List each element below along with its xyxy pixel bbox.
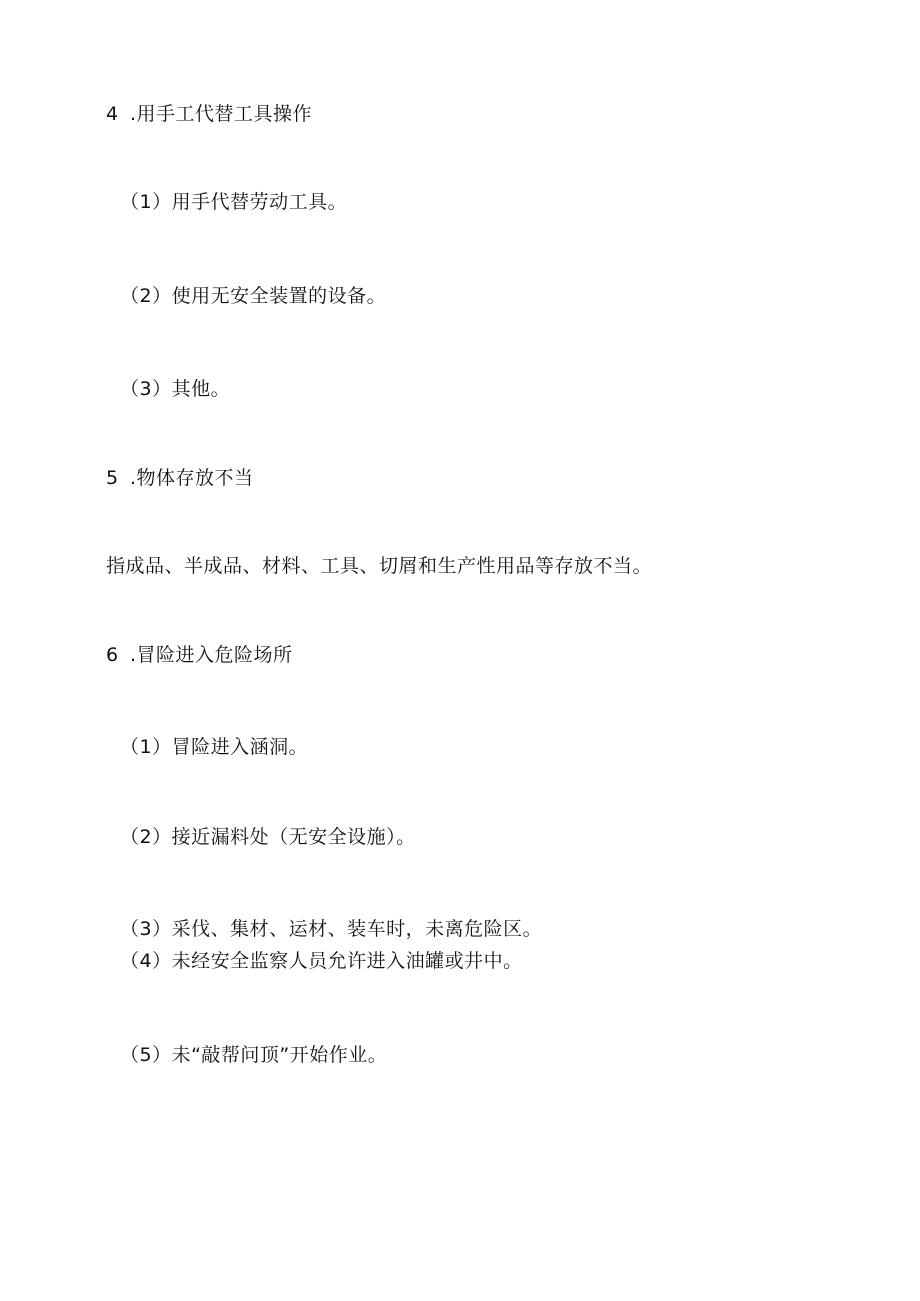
section-heading-5 (106, 466, 254, 490)
list-item: （5）未“敲帮问顶”开始作业。 (120, 1044, 388, 1066)
list-item: （4）未经安全监察人员允许进入油罐或井中。 (120, 950, 523, 972)
list-item: （1）用手代替劳动工具。 (120, 191, 348, 213)
list-item: （3）其他。 (120, 378, 231, 400)
list-item: （2）接近漏料处（无安全设施）。 (120, 826, 416, 848)
section-number: 6 (106, 644, 119, 666)
body-paragraph: 指成品、半成品、材料、工具、切屑和生产性用品等存放不当。 (106, 555, 653, 577)
section-heading-6 (106, 643, 293, 667)
section-heading-4 (106, 102, 312, 126)
section-title: .物体存放不当 (130, 467, 254, 489)
list-item: （1）冒险进入涵洞。 (120, 736, 309, 758)
section-number: 4 (106, 103, 119, 125)
section-title: .冒险进入危险场所 (130, 644, 293, 666)
list-item: （2）使用无安全装置的设备。 (120, 285, 387, 307)
list-item: （3）采伐、集材、运材、装车时，未离危险区。 (120, 918, 543, 940)
section-number: 5 (106, 467, 119, 489)
section-title: .用手工代替工具操作 (130, 103, 313, 125)
